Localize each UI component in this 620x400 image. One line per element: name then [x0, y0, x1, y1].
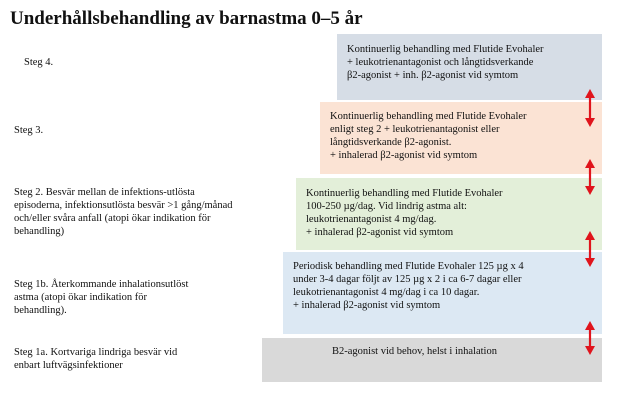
step-1b-label-line: Steg 1b. Återkommande inhalationsutlöst [14, 279, 189, 290]
step-1a-label-line: Steg 1a. Kortvariga lindriga besvär vid [14, 347, 178, 358]
double-headed-vertical-arrow-icon [584, 320, 596, 356]
double-headed-vertical-arrow-icon [584, 230, 596, 268]
step-2-label [14, 186, 290, 238]
step-1b-treatment-line: Periodisk behandling med Flutide Evohaler 125 µg x 4 [293, 261, 524, 272]
step-2-label-line: och/eller svåra anfall (atopi ökar indikation för [14, 213, 211, 224]
step-3-treatment-line: + inhalerad β2-agonist vid symtom [330, 150, 478, 161]
step-2-label-line: Steg 2. Besvär mellan de infektions-utlösta [14, 187, 195, 198]
step-1b-treatment-line: leukotrienantagonist 4 mg/dag i ca 10 dagar. [293, 287, 480, 298]
step-2-label-line: episoderna, infektionsutlösta besvär >1 gång/månad [14, 200, 233, 211]
step-1b-treatment-box [283, 252, 602, 334]
step-4-label [24, 56, 53, 69]
double-headed-vertical-arrow-icon [584, 158, 596, 196]
step-2-label-line: behandling) [14, 226, 65, 237]
step-4-treatment-line: β2-agonist + inh. β2-agonist vid symtom [347, 70, 519, 81]
step-3-treatment-line: Kontinuerlig behandling med Flutide Evohaler [330, 111, 527, 122]
step-2-treatment-line: 100-250 µg/dag. Vid lindrig astma alt: [306, 201, 467, 212]
step-4-treatment-line: Kontinuerlig behandling med Flutide Evohaler [347, 44, 544, 55]
step-1b-treatment-line: under 3-4 dagar följt av 125 µg x 2 i ca 6-7 dagar eller [293, 274, 522, 285]
page-title: Underhållsbehandling av barnastma 0–5 år [10, 8, 363, 29]
step-1a-treatment-line: B2-agonist vid behov, helst i inhalation [332, 346, 497, 357]
step-1a-label [14, 346, 254, 372]
double-headed-vertical-arrow-icon [584, 88, 596, 128]
step-2-treatment-line: Kontinuerlig behandling med Flutide Evohaler [306, 188, 503, 199]
step-1a-treatment-box [262, 338, 602, 382]
step-3-treatment-line: långtidsverkande β2-agonist. [330, 137, 452, 148]
step-1b-label-line: behandling). [14, 305, 67, 316]
step-4-label-line: Steg 4. [24, 57, 54, 68]
step-1b-treatment-line: + inhalerad β2-agonist vid symtom [293, 300, 441, 311]
step-1b-label [14, 278, 254, 317]
step-3-label-line: Steg 3. [14, 125, 44, 136]
step-4-treatment-line: + leukotrienantagonist och långtidsverkande [347, 57, 534, 68]
step-2-treatment-line: leukotrienantagonist 4 mg/dag. [306, 214, 437, 225]
step-3-treatment-box [320, 102, 602, 174]
step-3-treatment-line: enligt steg 2 + leukotrienantagonist eller [330, 124, 500, 135]
step-2-treatment-box [296, 178, 602, 250]
step-3-label [14, 124, 43, 137]
step-4-treatment-box [337, 34, 602, 100]
step-1b-label-line: astma (atopi ökar indikation för [14, 292, 147, 303]
step-1a-label-line: enbart luftvägsinfektioner [14, 360, 123, 371]
step-2-treatment-line: + inhalerad β2-agonist vid symtom [306, 227, 454, 238]
